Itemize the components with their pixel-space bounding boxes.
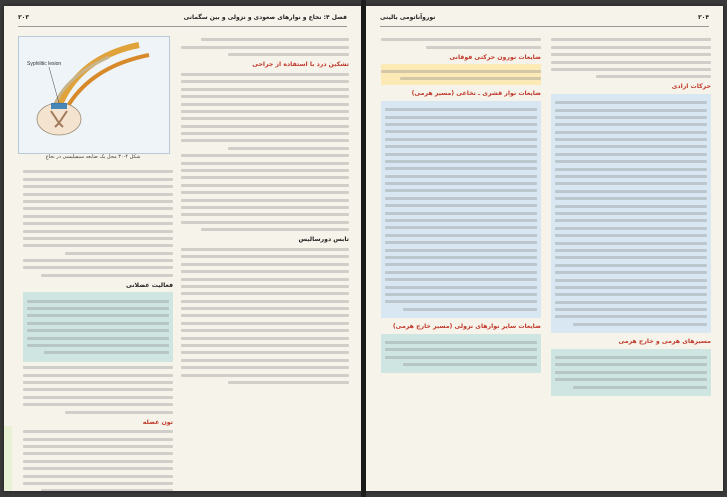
heading-muscle-tone: تون عضله [142, 418, 173, 426]
voluntary-movements-box [551, 94, 711, 334]
corticospinal-box [381, 101, 541, 318]
right-page-header [380, 14, 709, 27]
heading-voluntary-movements: حرکات ارادی [671, 83, 711, 91]
spinal-cord-illustration [19, 37, 169, 153]
heading-corticospinal-lesions: ضایعات نوار قشری ـ نخاعی (مسیر هرمی) [411, 90, 541, 98]
heading-upper-motor-neuron-lesions: ضایعات نورون حرکتی فوقانی [449, 53, 541, 61]
left-page-margin-tab [4, 426, 12, 491]
heading-pyramidal-extrapyramidal: مسیرهای هرمی و خارج هرمی [618, 338, 711, 346]
heading-tabes-dorsalis: تابس دورسالیس [298, 236, 349, 244]
left-page-column-2 [23, 166, 173, 491]
left-page-chapter-title: فصل ۴: نخاع و نوارهای صعودی و نزولی و بین سگمانی [183, 14, 347, 21]
figure-label: Syphilitic lesion [27, 61, 62, 67]
left-page-header [18, 14, 347, 27]
other-tracts-box [381, 334, 541, 374]
left-page-number: ۳۰۳ [18, 14, 29, 21]
heading-pain-surgery: تشکین درد با استفاده از جراحی [252, 61, 349, 69]
heading-other-descending-tracts: ضایعات سایر نوارهای نزولی (مسیر خارج هرمی) [392, 323, 541, 331]
left-page [4, 6, 361, 491]
right-page-number: ۳۰۴ [698, 14, 709, 21]
muscle-activity-box [23, 292, 173, 362]
upper-motor-neuron-intro [381, 64, 541, 85]
right-page-column-1 [551, 34, 711, 396]
pyramidal-box [551, 349, 711, 396]
spinal-lesion-figure [18, 36, 170, 154]
right-page [366, 6, 723, 491]
right-page-column-2 [381, 34, 541, 373]
left-page-column-1 [181, 34, 349, 388]
figure-caption: شکل ۴-۳۰ محل یک ضایعه سیفیلیسی در نخاع [45, 154, 141, 160]
right-page-book-title: نوروآناتومی بالینی [380, 14, 436, 21]
heading-muscle-activity: فعالیت عضلانی [125, 281, 173, 289]
